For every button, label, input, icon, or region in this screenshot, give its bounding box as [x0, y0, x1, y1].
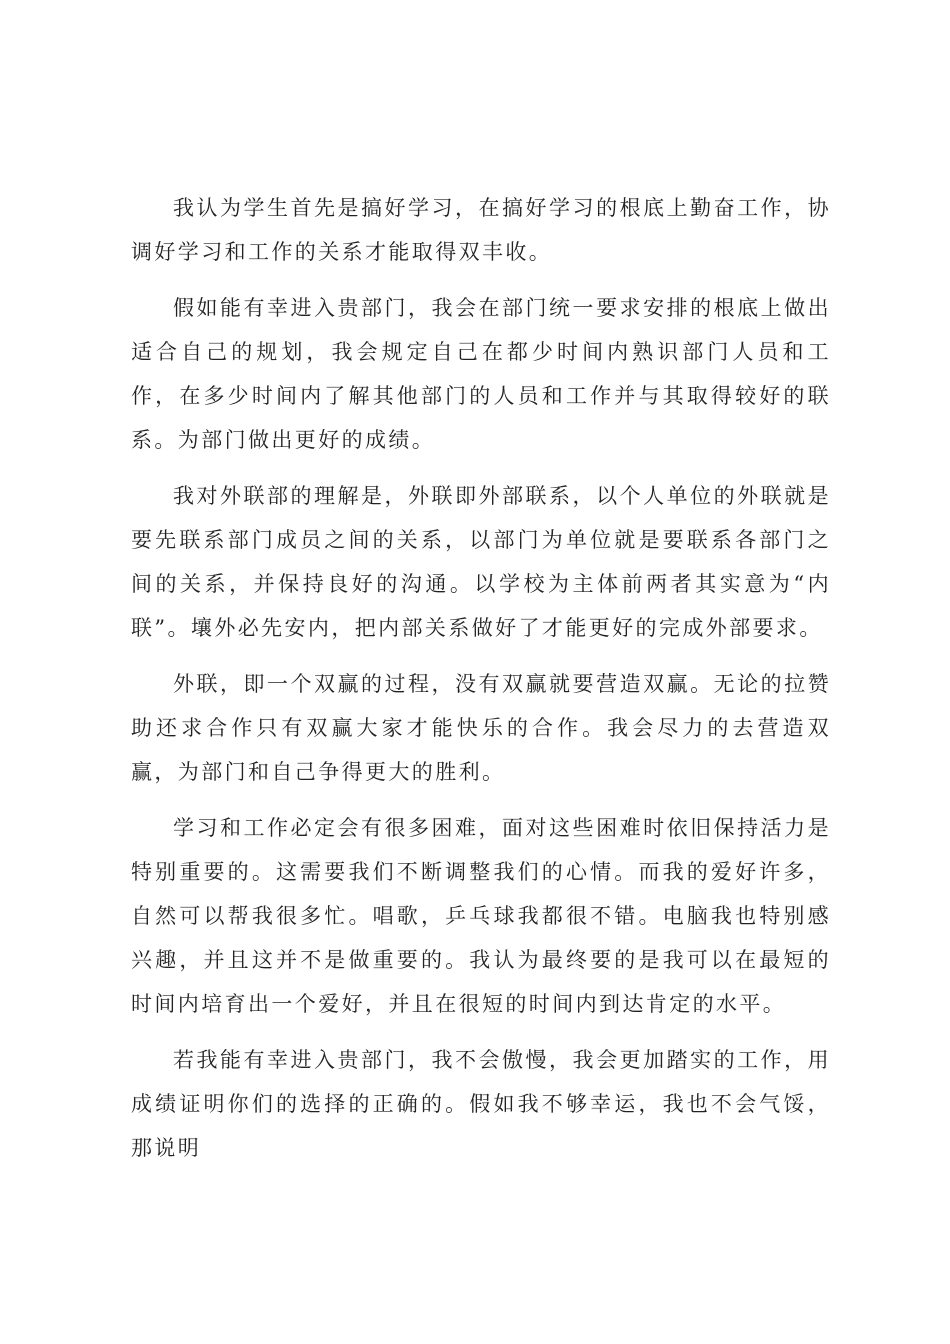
- paragraph-4: 外联，即一个双赢的过程，没有双赢就要营造双赢。无论的拉赞助还求合作只有双赢大家才能快乐的合作。我会尽力的去营造双赢，为部门和自己争得更大的胜利。: [131, 672, 831, 784]
- paragraph-6: 若我能有幸进入贵部门，我不会傲慢，我会更加踏实的工作，用成绩证明你们的选择的正确的。假如我不够幸运，我也不会气馁，那说明: [131, 1048, 831, 1160]
- paragraph-5: 学习和工作必定会有很多困难，面对这些困难时依旧保持活力是特别重要的。这需要我们不断调整我们的心情。而我的爱好许多，自然可以帮我很多忙。唱歌，乒乓球我都很不错。电脑我也特别感兴趣，并且这并不是做重要的。我认为最终要的是我可以在最短的时间内培育出一个爱好，并且在很短的时间内到达肯定的水平。: [131, 816, 831, 1016]
- paragraph-2: 假如能有幸进入贵部门，我会在部门统一要求安排的根底上做出适合自己的规划，我会规定自己在都少时间内熟识部门人员和工作，在多少时间内了解其他部门的人员和工作并与其取得较好的联系。为部门做出更好的成绩。: [131, 296, 831, 452]
- paragraph-1: 我认为学生首先是搞好学习，在搞好学习的根底上勤奋工作，协调好学习和工作的关系才能取得双丰收。: [131, 196, 831, 264]
- document-body: [131, 186, 831, 1182]
- paragraph-3: 我对外联部的理解是，外联即外部联系，以个人单位的外联就是要先联系部门成员之间的关系，以部门为单位就是要联系各部门之间的关系，并保持良好的沟通。以学校为主体前两者其实意为“内联”。壤外必先安内，把内部关系做好了才能更好的完成外部要求。: [131, 484, 831, 640]
